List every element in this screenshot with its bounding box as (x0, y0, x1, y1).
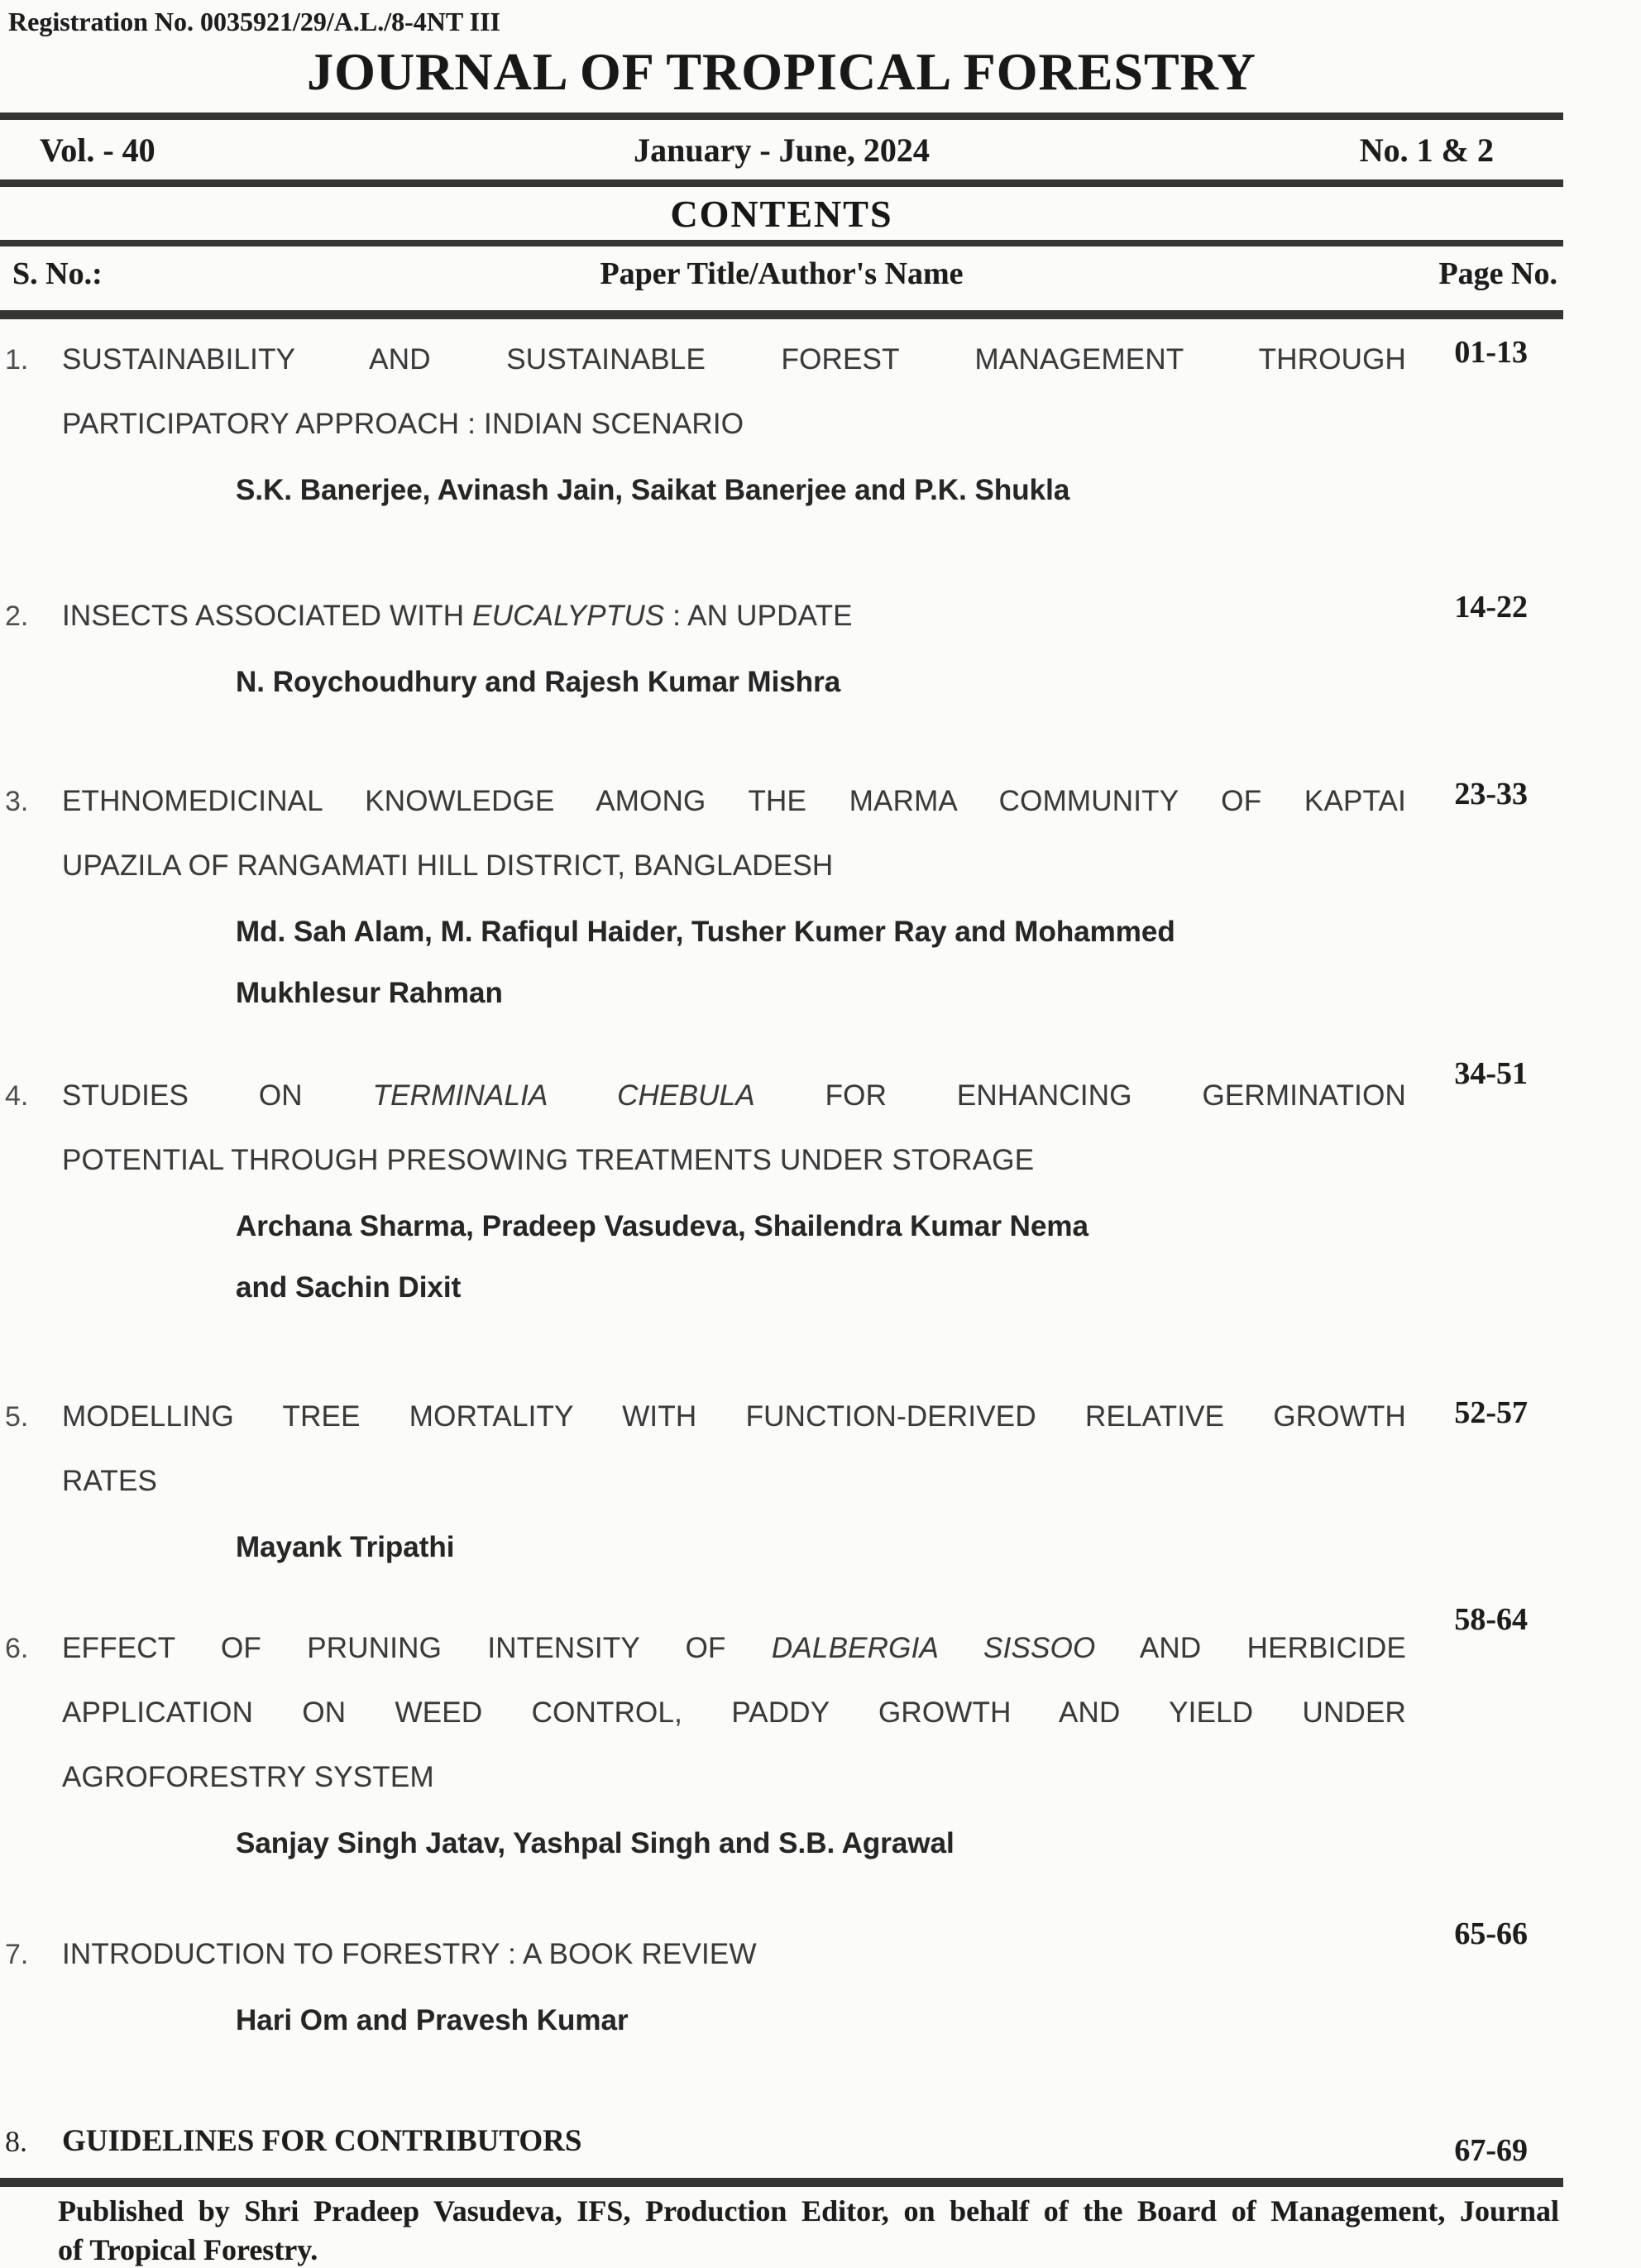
toc-entry (0, 1056, 1641, 1318)
journal-title: JOURNAL OF TROPICAL FORESTRY (307, 42, 1256, 101)
volume-label: Vol. - 40 (40, 131, 155, 169)
entry-number: 7. (5, 1939, 29, 1970)
entry-pages: 14-22 (1454, 590, 1528, 624)
entry-authors: S.K. Banerjee, Avinash Jain, Saikat Banerjee and P.K. Shukla (236, 474, 1070, 506)
registration-number: Registration No. 0035921/29/A.L./8-4NT III (8, 7, 500, 36)
entry-pages: 67-69 (1454, 2133, 1528, 2168)
entry-number: 1. (5, 344, 29, 376)
toc-entry (0, 584, 1641, 713)
toc-entry (0, 1385, 1641, 1578)
toc-entry (0, 769, 1641, 1024)
divider-rule (0, 2178, 1563, 2187)
entry-pages: 23-33 (1454, 777, 1528, 811)
toc-entry (0, 328, 1641, 521)
divider-rule (0, 179, 1563, 187)
issue-date: January - June, 2024 (634, 131, 930, 169)
column-serial-number: S. No.: (12, 256, 103, 291)
volume-issue-row (0, 120, 1563, 179)
entry-number: 4. (5, 1080, 29, 1112)
entry-title: INSECTS ASSOCIATED WITH EUCALYPTUS : AN UPDATE (62, 600, 853, 632)
issue-number: No. 1 & 2 (1359, 131, 1494, 169)
contents-heading: CONTENTS (670, 192, 893, 235)
entry-title: STUDIES ON TERMINALIA CHEBULA FOR ENHANCING GERMINATION POTENTIAL THROUGH PRESOWING TREATMENTS UNDER STORAGE (62, 1079, 1407, 1176)
toc-entry (0, 1916, 1641, 2051)
entry-authors: Mayank Tripathi (236, 1531, 455, 1563)
entry-authors: N. Roychoudhury and Rajesh Kumar Mishra (236, 666, 841, 698)
entry-title: ETHNOMEDICINAL KNOWLEDGE AMONG THE MARMA COMMUNITY OF KAPTAI UPAZILA OF RANGAMATI HILL DISTRICT, BANGLADESH (62, 785, 1406, 882)
entry-number: 6. (5, 1633, 29, 1664)
entry-authors: Archana Sharma, Pradeep Vasudeva, Shailendra Kumar Nema and Sachin Dixit (236, 1210, 1088, 1304)
entry-pages: 52-57 (1454, 1395, 1528, 1430)
column-paper-title: Paper Title/Author's Name (600, 256, 964, 291)
entry-number: 5. (5, 1401, 29, 1433)
divider-rule (0, 310, 1563, 319)
entry-authors: Sanjay Singh Jatav, Yashpal Singh and S.B. Agrawal (236, 1827, 954, 1859)
entry-number: 2. (5, 600, 29, 632)
entry-pages: 01-13 (1454, 335, 1528, 370)
entry-title: EFFECT OF PRUNING INTENSITY OF DALBERGIA SISSOO AND HERBICIDE APPLICATION ON WEED CONTROL, PADDY GROWTH AND YIELD UNDER AGROFORESTRY SYSTEM (62, 1632, 1406, 1793)
entry-title: INTRODUCTION TO FORESTRY : A BOOK REVIEW (62, 1938, 757, 1970)
entry-title: SUSTAINABILITY AND SUSTAINABLE FOREST MANAGEMENT THROUGH PARTICIPATORY APPROACH : INDIAN SCENARIO (62, 343, 1406, 440)
toc-entry (0, 2109, 1641, 2174)
entry-pages: 58-64 (1454, 1602, 1528, 1637)
entry-pages: 34-51 (1454, 1056, 1528, 1091)
entry-number: 8. (5, 2125, 27, 2158)
toc-entry (0, 1602, 1641, 1874)
entry-title: GUIDELINES FOR CONTRIBUTORS (62, 2124, 582, 2158)
entry-number: 3. (5, 786, 29, 817)
column-page-number: Page No. (1438, 256, 1557, 291)
entry-authors: Md. Sah Alam, M. Rafiqul Haider, Tusher Kumer Ray and Mohammed Mukhlesur Rahman (236, 916, 1175, 1009)
entry-authors: Hari Om and Pravesh Kumar (236, 2004, 629, 2036)
table-header-row (0, 246, 1563, 310)
divider-rule (0, 112, 1563, 120)
entry-pages: 65-66 (1454, 1916, 1528, 1951)
entry-title: MODELLING TREE MORTALITY WITH FUNCTION-DERIVED RELATIVE GROWTH RATES (62, 1400, 1406, 1497)
publisher-note: Published by Shri Pradeep Vasudeva, IFS, Production Editor, on behalf of the Board of Management, Journal of Tropical Forestry. (58, 2194, 1559, 2266)
